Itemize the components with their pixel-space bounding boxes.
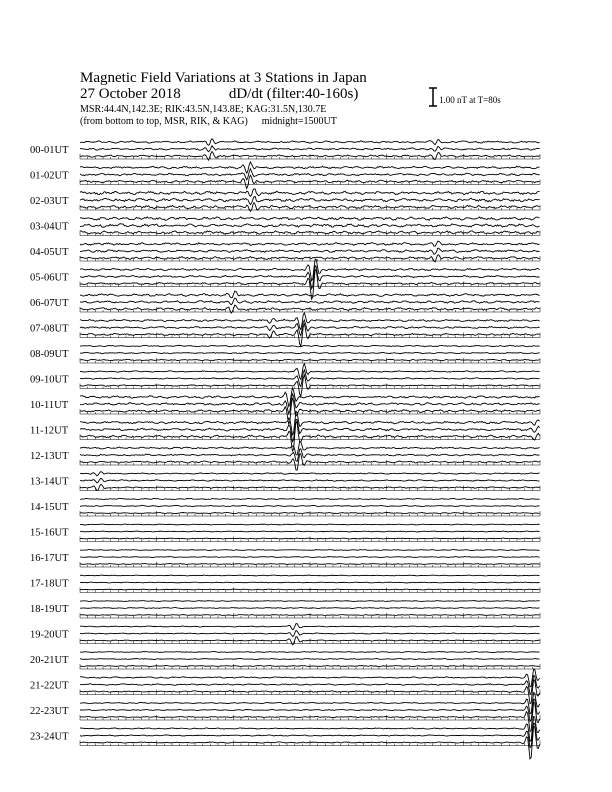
hour-row-00-01ut bbox=[30, 139, 540, 160]
row-label: 15-16UT bbox=[30, 527, 69, 539]
row-label: 08-09UT bbox=[30, 349, 69, 360]
trace-kag bbox=[80, 217, 540, 220]
trace-rik bbox=[80, 248, 540, 254]
scale-bar bbox=[429, 88, 437, 106]
hour-row-18-19ut bbox=[30, 601, 540, 618]
row-label: 19-20UT bbox=[30, 629, 69, 641]
hour-row-02-03ut bbox=[30, 189, 540, 212]
trace-rik bbox=[80, 169, 540, 180]
row-label: 04-05UT bbox=[30, 247, 69, 258]
stack-order: (from bottom to top, MSR, RIK, & KAG) bbox=[80, 116, 248, 127]
hour-row-21-22ut bbox=[30, 669, 540, 704]
row-label: 21-22UT bbox=[30, 680, 69, 692]
trace-kag bbox=[80, 693, 540, 714]
hour-row-16-17ut bbox=[30, 549, 540, 567]
row-label: 11-12UT bbox=[30, 425, 69, 437]
row-label: 03-04UT bbox=[30, 221, 69, 233]
hour-row-17-18ut bbox=[30, 575, 540, 592]
trace-kag bbox=[80, 472, 540, 476]
trace-kag bbox=[80, 345, 540, 347]
trace-kag bbox=[80, 624, 540, 630]
row-label: 16-17UT bbox=[30, 553, 69, 564]
trace-kag bbox=[80, 291, 540, 298]
trace-kag bbox=[80, 241, 540, 246]
trace-kag bbox=[80, 313, 540, 330]
hour-row-03-04ut bbox=[30, 217, 540, 236]
chart-date: 27 October 2018 bbox=[80, 86, 181, 102]
hour-row-04-05ut bbox=[30, 241, 540, 262]
trace-rik bbox=[80, 557, 540, 558]
trace-rik bbox=[80, 146, 540, 152]
trace-kag bbox=[80, 524, 540, 525]
trace-kag bbox=[80, 388, 540, 407]
station-coordinates: MSR:44.4N,142.3E; RIK:43.5N,143.8E; KAG:31.5N,130.7E bbox=[80, 104, 327, 115]
row-label: 23-24UT bbox=[30, 731, 69, 743]
row-label: 18-19UT bbox=[30, 604, 69, 615]
trace-rik bbox=[80, 298, 540, 305]
time-ticks bbox=[80, 741, 540, 746]
row-label: 02-03UT bbox=[30, 196, 69, 207]
trace-kag bbox=[80, 717, 540, 742]
trace-rik bbox=[80, 630, 540, 636]
trace-rik bbox=[80, 531, 540, 532]
trace-rik bbox=[80, 505, 540, 506]
trace-rik bbox=[80, 224, 540, 228]
row-label: 07-08UT bbox=[30, 323, 69, 335]
trace-kag bbox=[80, 549, 540, 550]
row-label: 17-18UT bbox=[30, 578, 69, 590]
trace-rik bbox=[80, 352, 540, 353]
row-label: 20-21UT bbox=[30, 655, 69, 666]
trace-kag bbox=[80, 364, 540, 380]
trace-kag bbox=[80, 575, 540, 576]
trace-rik bbox=[80, 449, 540, 462]
hour-rows bbox=[30, 139, 540, 759]
time-ticks bbox=[80, 613, 540, 618]
trace-rik bbox=[80, 197, 540, 205]
hour-row-19-20ut bbox=[30, 624, 540, 645]
row-label: 22-23UT bbox=[30, 706, 69, 717]
scale-bar-label: 1.00 nT at T=80s bbox=[439, 95, 501, 105]
hour-row-01-02ut bbox=[30, 162, 540, 188]
trace-rik bbox=[80, 478, 540, 483]
time-ticks bbox=[80, 537, 540, 542]
hour-row-05-06ut bbox=[30, 259, 540, 299]
trace-kag bbox=[80, 139, 540, 145]
hour-row-12-13ut bbox=[30, 442, 540, 470]
time-ticks bbox=[80, 639, 540, 644]
hour-row-11-12ut bbox=[30, 411, 540, 451]
trace-kag bbox=[80, 442, 540, 455]
trace-rik bbox=[80, 658, 540, 659]
row-label: 05-06UT bbox=[30, 272, 69, 284]
midnight-note: midnight=1500UT bbox=[261, 116, 337, 127]
row-label: 06-07UT bbox=[30, 298, 69, 309]
row-label: 01-02UT bbox=[30, 170, 69, 182]
trace-rik bbox=[80, 608, 540, 609]
trace-kag bbox=[80, 162, 540, 173]
trace-kag bbox=[80, 651, 540, 652]
hour-row-20-21ut bbox=[30, 651, 540, 669]
hour-row-10-11ut bbox=[30, 388, 540, 425]
chart-title: Magnetic Field Variations at 3 Stations in Japan bbox=[80, 70, 367, 86]
hour-row-08-09ut bbox=[30, 345, 540, 363]
hour-row-07-08ut bbox=[30, 313, 540, 346]
row-label: 13-14UT bbox=[30, 476, 69, 488]
row-label: 10-11UT bbox=[30, 400, 69, 411]
hour-row-15-16ut bbox=[30, 524, 540, 541]
trace-kag bbox=[80, 601, 540, 602]
hour-row-13-14ut bbox=[30, 472, 540, 491]
row-label: 12-13UT bbox=[30, 451, 69, 462]
trace-kag bbox=[80, 498, 540, 499]
row-label: 00-01UT bbox=[30, 145, 69, 156]
hour-row-14-15ut bbox=[30, 498, 540, 516]
chart-mode: dD/dt (filter:40-160s) bbox=[228, 86, 359, 102]
trace-kag bbox=[80, 189, 540, 197]
row-label: 14-15UT bbox=[30, 502, 69, 513]
row-label: 09-10UT bbox=[30, 374, 69, 386]
trace-kag bbox=[80, 411, 540, 435]
hour-row-06-07ut bbox=[30, 291, 540, 313]
time-ticks bbox=[80, 256, 540, 261]
hour-row-22-23ut bbox=[30, 693, 540, 732]
time-ticks bbox=[80, 690, 540, 695]
hour-row-23-24ut bbox=[30, 717, 540, 759]
trace-rik bbox=[80, 582, 540, 583]
